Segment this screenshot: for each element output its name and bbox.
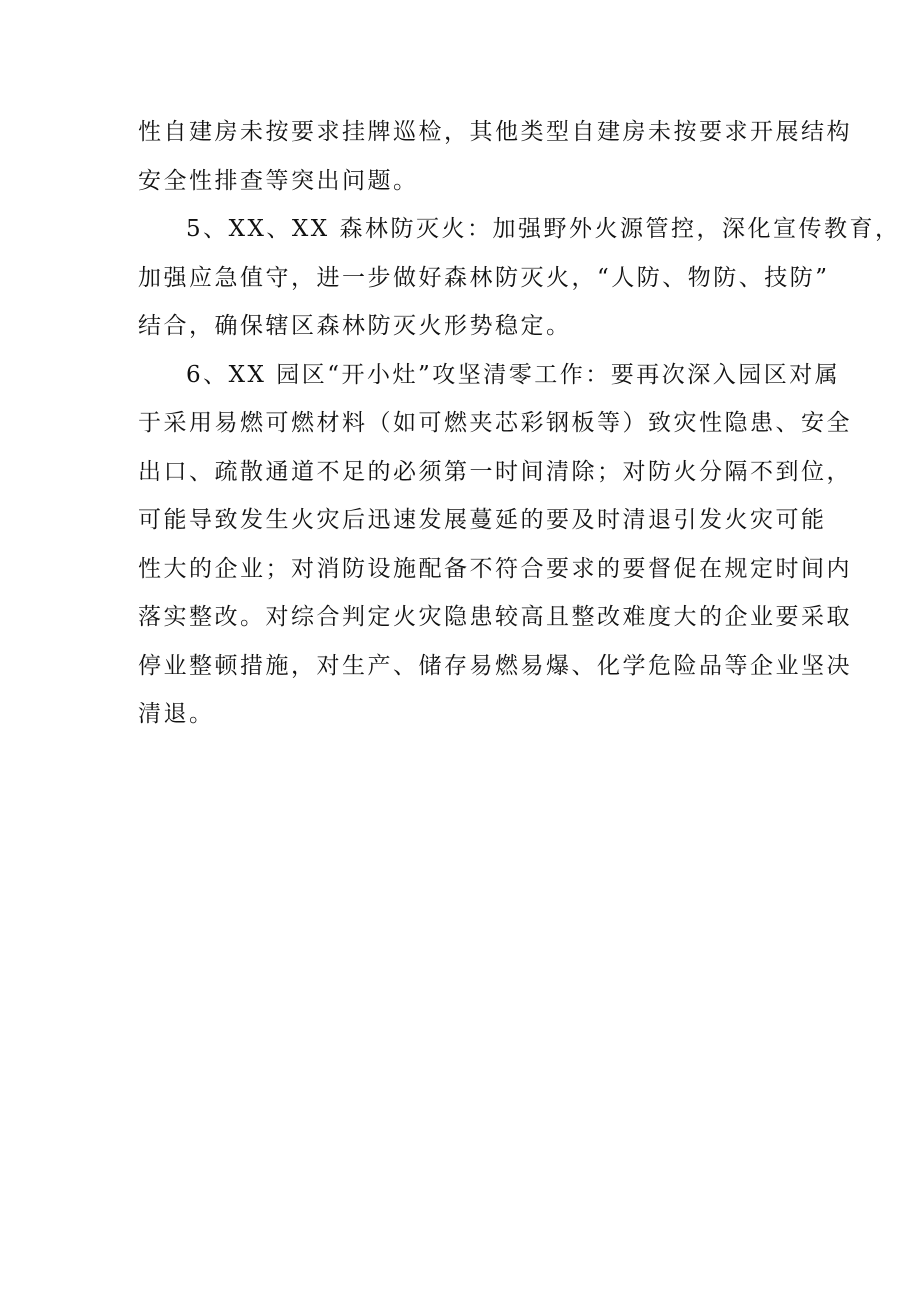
text-line: 结合，确保辖区森林防灭火形势稳定。 — [138, 313, 572, 339]
text-line: 性自建房未按要求挂牌巡检，其他类型自建房未按要求开展结构 — [138, 119, 852, 145]
paragraph-continuation — [138, 108, 852, 205]
paragraph-item-5 — [138, 205, 901, 351]
text-line: 落实整改。对综合判定火灾隐患较高且整改难度大的企业要采取 — [138, 604, 852, 630]
text-line: 6、XX 园区“开小灶”攻坚清零工作：要再次深入园区对属 — [186, 361, 841, 388]
text-line: 可能导致发生火灾后迅速发展蔓延的要及时清退引发火灾可能 — [138, 507, 827, 533]
text-line: 停业整顿措施，对生产、储存易燃易爆、化学危险品等企业坚决 — [138, 652, 852, 679]
text-line: 5、XX、XX 森林防灭火：加强野外火源管控，深化宣传教育， — [186, 216, 901, 242]
text-line: 安全性排查等突出问题。 — [138, 167, 419, 194]
text-line: 清退。 — [138, 701, 215, 727]
paragraph-item-6 — [138, 351, 852, 739]
text-line: 性大的企业；对消防设施配备不符合要求的要督促在规定时间内 — [138, 555, 852, 582]
text-line: 加强应急值守，进一步做好森林防灭火，“人防、物防、技防” — [138, 264, 830, 291]
document-body — [138, 108, 901, 739]
text-line: 于采用易燃可燃材料（如可燃夹芯彩钢板等）致灾性隐患、安全 — [138, 410, 852, 436]
text-line: 出口、疏散通道不足的必须第一时间清除；对防火分隔不到位， — [138, 458, 852, 485]
